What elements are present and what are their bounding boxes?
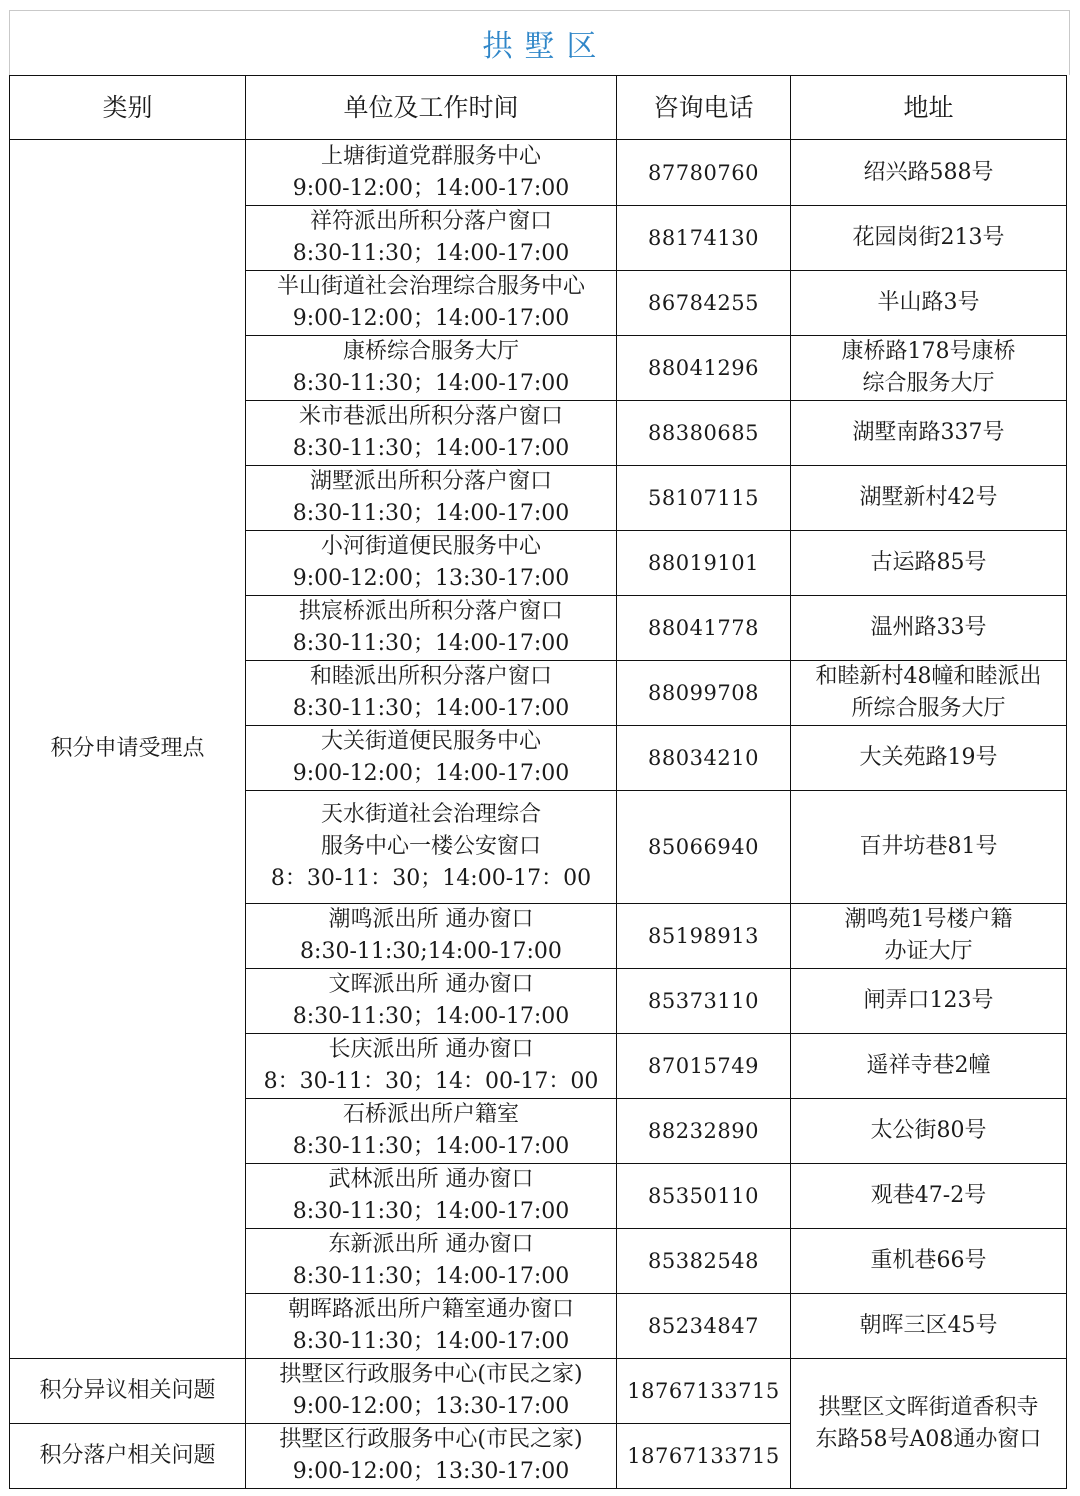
address-line: 东路58号A08通办窗口 <box>815 1426 1042 1452</box>
address-line: 遥祥寺巷2幢 <box>866 1053 991 1078</box>
phone-number: 85382548 <box>648 1249 759 1273</box>
phone-cell <box>617 140 791 206</box>
unit-name: 祥符派出所积分落户窗口 <box>309 209 552 234</box>
header-phone: 咨询电话 <box>617 76 791 140</box>
unit-name: 拱墅区行政服务中心(市民之家) <box>279 1362 583 1387</box>
work-hours: 8:30-11:30；14:00-17:00 <box>292 696 570 721</box>
unit-cell <box>246 1294 617 1359</box>
unit-name: 上塘街道党群服务中心 <box>320 143 541 169</box>
unit-cell <box>246 531 617 596</box>
phone-number: 18767133715 <box>627 1379 780 1403</box>
work-hours: 8:30-11:30；14:00-17:00 <box>292 1004 570 1029</box>
category-cell <box>10 140 246 1359</box>
work-hours: 8:30-11:30;14:00-17:00 <box>300 939 562 964</box>
address-cell <box>791 1359 1067 1489</box>
category-label: 积分异议相关问题 <box>39 1378 216 1403</box>
unit-cell <box>246 1424 617 1489</box>
unit-name: 文晖派出所 通办窗口 <box>328 972 534 997</box>
phone-number: 85373110 <box>648 989 759 1013</box>
address-line: 大关苑路19号 <box>859 745 998 770</box>
unit-cell <box>246 661 617 726</box>
phone-cell <box>617 596 791 661</box>
address-line: 和睦新村48幢和睦派出 <box>815 664 1042 689</box>
phone-cell <box>617 401 791 466</box>
category-label: 积分申请受理点 <box>50 736 205 761</box>
address-line: 观巷47-2号 <box>870 1183 987 1208</box>
address-line: 太公街80号 <box>870 1118 987 1143</box>
unit-cell <box>246 1359 617 1424</box>
address-line: 百井坊巷81号 <box>859 834 998 859</box>
unit-name: 拱宸桥派出所积分落户窗口 <box>298 599 563 624</box>
work-hours: 9:00-12:00；13:30-17:00 <box>292 566 570 591</box>
phone-cell <box>617 791 791 904</box>
district-sheet <box>9 10 1070 1486</box>
phone-cell <box>617 271 791 336</box>
address-line: 康桥路178号康桥 <box>841 339 1016 364</box>
work-hours: 9:00-12:00；14:00-17:00 <box>292 175 570 201</box>
address-cell <box>791 1164 1067 1229</box>
phone-cell <box>617 661 791 726</box>
address-line: 闸弄口123号 <box>863 988 994 1013</box>
phone-cell <box>617 969 791 1034</box>
work-hours: 8：30-11：30；14：00-17：00 <box>263 1069 599 1094</box>
address-line: 朝晖三区45号 <box>859 1313 998 1338</box>
address-line: 潮鸣苑1号楼户籍 <box>844 907 1013 932</box>
phone-cell <box>617 1359 791 1424</box>
work-hours: 9:00-12:00；13:30-17:00 <box>292 1394 570 1419</box>
unit-name: 天水街道社会治理综合 <box>320 802 541 827</box>
unit-name: 长庆派出所 通办窗口 <box>328 1037 534 1062</box>
phone-number: 88041778 <box>648 616 759 640</box>
unit-name: 拱墅区行政服务中心(市民之家) <box>279 1427 583 1452</box>
address-cell <box>791 904 1067 969</box>
work-hours: 8:30-11:30；14:00-17:00 <box>292 631 570 656</box>
phone-number: 87780760 <box>648 160 759 185</box>
address-cell <box>791 401 1067 466</box>
header-category: 类别 <box>10 76 246 140</box>
phone-number: 18767133715 <box>627 1444 780 1468</box>
unit-cell <box>246 596 617 661</box>
unit-cell <box>246 904 617 969</box>
work-hours: 9:00-12:00；14:00-17:00 <box>292 306 570 331</box>
phone-cell <box>617 1424 791 1489</box>
unit-name: 康桥综合服务大厅 <box>342 339 519 364</box>
header-address: 地址 <box>791 76 1067 140</box>
work-hours: 8:30-11:30；14:00-17:00 <box>292 241 570 266</box>
phone-number: 88380685 <box>648 421 759 445</box>
service-table <box>9 75 1067 1489</box>
phone-number: 88034210 <box>648 746 759 770</box>
work-hours: 8：30-11：30；14:00-17：00 <box>270 866 592 891</box>
address-line: 湖墅新村42号 <box>859 485 998 510</box>
work-hours: 8:30-11:30；14:00-17:00 <box>292 501 570 526</box>
phone-number: 88099708 <box>648 681 759 705</box>
phone-cell <box>617 1099 791 1164</box>
unit-name: 东新派出所 通办窗口 <box>328 1232 534 1257</box>
phone-number: 85066940 <box>648 835 759 859</box>
address-cell <box>791 1099 1067 1164</box>
unit-name: 湖墅派出所积分落户窗口 <box>309 469 552 494</box>
phone-cell <box>617 1294 791 1359</box>
phone-number: 88041296 <box>648 356 759 380</box>
unit-cell <box>246 1034 617 1099</box>
unit-name: 武林派出所 通办窗口 <box>328 1167 534 1192</box>
address-line: 拱墅区文晖街道香积寺 <box>818 1394 1039 1420</box>
work-hours: 8:30-11:30；14:00-17:00 <box>292 1329 570 1354</box>
address-line: 湖墅南路337号 <box>852 420 1005 445</box>
unit-name: 和睦派出所积分落户窗口 <box>309 664 552 689</box>
address-cell <box>791 1294 1067 1359</box>
address-cell <box>791 1229 1067 1294</box>
phone-number: 87015749 <box>648 1054 759 1078</box>
address-line: 重机巷66号 <box>870 1248 987 1273</box>
phone-number: 58107115 <box>648 486 759 510</box>
phone-cell <box>617 1164 791 1229</box>
address-line: 所综合服务大厅 <box>851 696 1006 721</box>
unit-name: 小河街道便民服务中心 <box>320 534 541 559</box>
unit-cell <box>246 271 617 336</box>
address-cell <box>791 661 1067 726</box>
address-line: 温州路33号 <box>870 615 987 640</box>
unit-name: 潮鸣派出所 通办窗口 <box>328 907 534 932</box>
phone-number: 88232890 <box>648 1119 759 1143</box>
unit-name: 大关街道便民服务中心 <box>320 729 541 754</box>
table-header-row <box>10 76 1067 140</box>
phone-number: 88174130 <box>648 226 759 250</box>
phone-cell <box>617 466 791 531</box>
address-cell <box>791 1034 1067 1099</box>
work-hours: 9:00-12:00；14:00-17:00 <box>292 761 570 786</box>
phone-cell <box>617 206 791 271</box>
phone-number: 86784255 <box>648 291 759 315</box>
category-cell <box>10 1359 246 1424</box>
phone-cell <box>617 1034 791 1099</box>
address-cell <box>791 596 1067 661</box>
address-cell <box>791 726 1067 791</box>
address-cell <box>791 466 1067 531</box>
phone-cell <box>617 726 791 791</box>
work-hours: 8:30-11:30；14:00-17:00 <box>292 1199 570 1224</box>
work-hours: 8:30-11:30；14:00-17:00 <box>292 371 570 396</box>
unit-name: 米市巷派出所积分落户窗口 <box>298 404 563 429</box>
address-line: 半山路3号 <box>877 290 980 315</box>
address-cell <box>791 271 1067 336</box>
address-line: 办证大厅 <box>884 939 973 964</box>
unit-cell <box>246 466 617 531</box>
address-line: 古运路85号 <box>870 550 987 575</box>
address-cell <box>791 336 1067 401</box>
unit-name: 服务中心一楼公安窗口 <box>320 834 541 859</box>
address-cell <box>791 791 1067 904</box>
table-row <box>10 140 1067 206</box>
title-bar <box>9 10 1070 75</box>
work-hours: 8:30-11:30；14:00-17:00 <box>292 436 570 461</box>
address-cell <box>791 140 1067 206</box>
work-hours: 8:30-11:30；14:00-17:00 <box>292 1134 570 1159</box>
work-hours: 9:00-12:00；13:30-17:00 <box>292 1459 570 1484</box>
unit-name: 半山街道社会治理综合服务中心 <box>276 274 585 299</box>
unit-cell <box>246 140 617 206</box>
phone-cell <box>617 904 791 969</box>
table-row <box>10 1359 1067 1424</box>
unit-cell <box>246 401 617 466</box>
unit-cell <box>246 206 617 271</box>
table-body <box>10 140 1067 1489</box>
unit-cell <box>246 969 617 1034</box>
unit-name: 石桥派出所户籍室 <box>342 1102 519 1127</box>
header-unit: 单位及工作时间 <box>246 76 617 140</box>
unit-cell <box>246 1229 617 1294</box>
phone-number: 85350110 <box>648 1184 759 1208</box>
unit-cell <box>246 726 617 791</box>
phone-cell <box>617 336 791 401</box>
phone-number: 88019101 <box>648 551 759 575</box>
address-cell <box>791 531 1067 596</box>
phone-number: 85234847 <box>648 1314 759 1338</box>
address-line: 综合服务大厅 <box>862 371 995 396</box>
address-cell <box>791 206 1067 271</box>
unit-cell <box>246 1099 617 1164</box>
unit-name: 朝晖路派出所户籍室通办窗口 <box>287 1297 574 1322</box>
phone-cell <box>617 531 791 596</box>
phone-number: 85198913 <box>648 924 759 948</box>
address-line: 花园岗街213号 <box>852 225 1005 250</box>
unit-cell <box>246 1164 617 1229</box>
page-title: 拱墅区 <box>482 29 609 64</box>
category-label: 积分落户相关问题 <box>39 1443 216 1468</box>
unit-cell <box>246 791 617 904</box>
address-line: 绍兴路588号 <box>863 159 994 185</box>
phone-cell <box>617 1229 791 1294</box>
address-cell <box>791 969 1067 1034</box>
category-cell <box>10 1424 246 1489</box>
work-hours: 8:30-11:30；14:00-17:00 <box>292 1264 570 1289</box>
unit-cell <box>246 336 617 401</box>
